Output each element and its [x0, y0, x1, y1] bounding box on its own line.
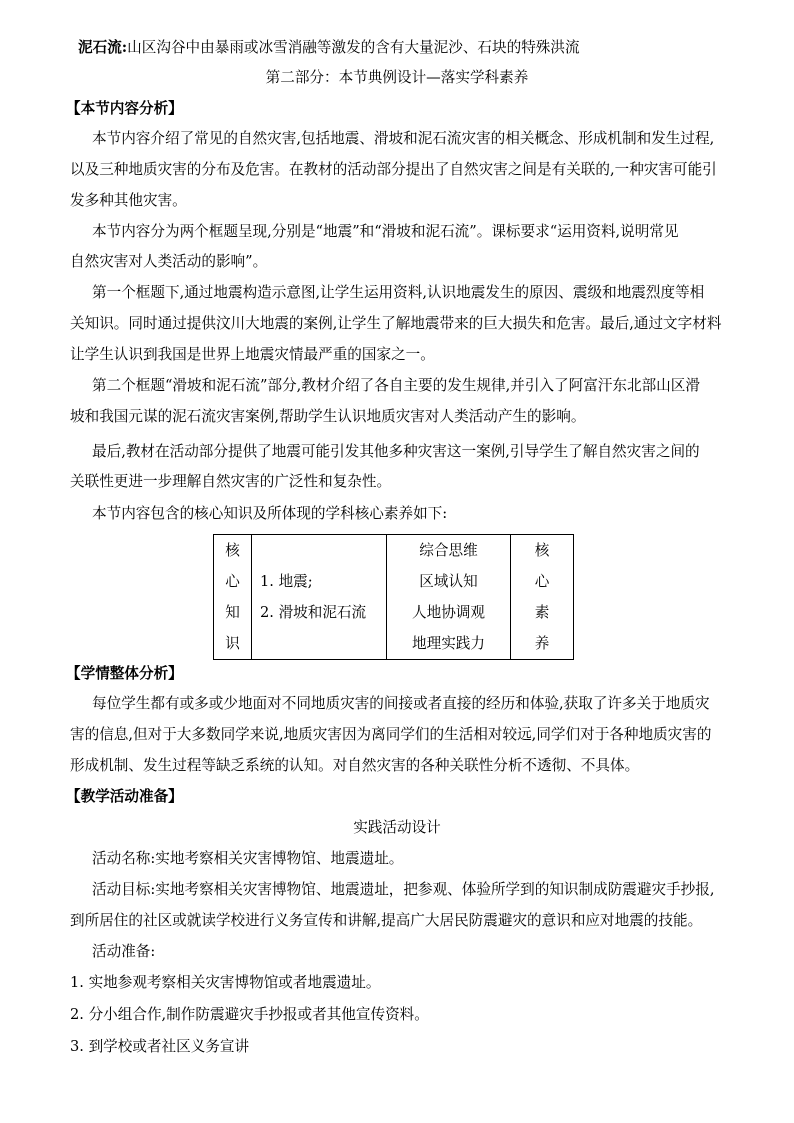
activity-goal-line: 到所居住的社区或就读学校进行义务宣传和讲解,提高广大居民防震避灾的意识和应对地震的技能。: [70, 912, 703, 929]
activity-goal-line: 活动目标:实地考察相关灾害博物馆、地震遗址，把参观、体验所学到的知识制成防震避灾手抄报,: [92, 881, 715, 898]
paragraph-line: 让学生认识到我国是世界上地震灾情最严重的国家之一。: [70, 346, 435, 363]
content-analysis-heading: 【本节内容分析】: [66, 100, 183, 117]
label-char: 核: [225, 542, 240, 559]
paragraph-line: 第二个框题“滑坡和泥石流”部分,教材介绍了各自主要的发生规律,并引入了阿富汗东北部山区滑: [92, 377, 700, 394]
paragraph-line: 自然灾害对人类活动的影响”。: [70, 253, 268, 270]
paragraph-line: 本节内容分为两个框题呈现,分别是“地震”和“滑坡和泥石流”。课标要求“运用资料,说明常见: [92, 223, 679, 240]
literacy-item: 地理实践力: [412, 635, 485, 652]
activity-prep-label: 活动准备:: [92, 943, 156, 960]
literacy-item: 综合思维: [419, 542, 478, 559]
paragraph-line: 每位学生都有或多或少地面对不同地质灾害的间接或者直接的经历和体验,获取了许多关于地质灾: [92, 695, 710, 712]
label-char: 知: [225, 604, 240, 621]
label-char: 心: [534, 573, 550, 590]
paragraph-line: 发多种其他灾害。: [70, 192, 187, 209]
knowledge-item: 1. 地震;: [260, 573, 313, 590]
prep-step: 3. 到学校或者社区义务宣讲: [70, 1038, 250, 1055]
term-definition: 山区沟谷中由暴雨或冰雪消融等激发的含有大量泥沙、石块的特殊洪流: [127, 39, 580, 56]
label-char: 养: [534, 635, 550, 652]
knowledge-label-cell: [214, 535, 252, 660]
activity-prep-heading: 【教学活动准备】: [66, 788, 183, 805]
label-char: 心: [225, 573, 240, 590]
activity-name: 活动名称:实地考察相关灾害博物馆、地震遗址。: [92, 850, 404, 867]
mudflow-definition: [78, 38, 768, 58]
paragraph-line: 关联性更进一步理解自然灾害的广泛性和复杂性。: [70, 473, 392, 490]
paragraph-line: 以及三种地质灾害的分布及危害。在教材的活动部分提出了自然灾害之间是有关联的,一种灾害可能引: [70, 161, 717, 178]
paragraph-line: 形成机制、发生过程等缺乏系统的认知。对自然灾害的各种关联性分析不透彻、不具体。: [70, 757, 640, 774]
literacy-label-cell: [511, 535, 574, 660]
core-knowledge-table: [213, 534, 574, 660]
label-char: 识: [225, 635, 240, 652]
knowledge-items-cell: [252, 535, 387, 660]
paragraph-line: 最后,教材在活动部分提供了地震可能引发其他多种灾害这一案例,引导学生了解自然灾害之间的: [92, 443, 700, 460]
prep-step: 2. 分小组合作,制作防震避灾手抄报或者其他宣传资料。: [70, 1006, 429, 1023]
paragraph-line: 害的信息,但对于大多数同学来说,地质灾害因为离同学们的生活相对较远,同学们对于各种地质灾害的: [70, 726, 712, 743]
paragraph-line: 坡和我国元谋的泥石流灾害案例,帮助学生认识地质灾害对人类活动产生的影响。: [70, 408, 586, 425]
design-title: 实践活动设计: [353, 819, 441, 836]
term-label: 泥石流:: [78, 39, 128, 56]
student-analysis-heading: 【学情整体分析】: [66, 665, 183, 682]
prep-step: 1. 实地参观考察相关灾害博物馆或者地震遗址。: [70, 974, 381, 991]
literacy-item: 区域认知: [419, 573, 478, 590]
paragraph-line: 关知识。同时通过提供汶川大地震的案例,让学生了解地震带来的巨大损失和危害。最后,通过文字材料: [70, 315, 722, 332]
label-char: 核: [534, 542, 550, 559]
literacy-items-cell: [387, 535, 511, 660]
literacy-item: 人地协调观: [412, 604, 485, 621]
knowledge-item: 2. 滑坡和泥石流: [260, 604, 367, 621]
part-title: 第二部分：本节典例设计—落实学科素养: [265, 69, 529, 86]
paragraph-line: 第一个框题下,通过地震构造示意图,让学生运用资料,认识地震发生的原因、震级和地震烈度等相: [92, 284, 705, 301]
paragraph-line: 本节内容介绍了常见的自然灾害,包括地震、滑坡和泥石流灾害的相关概念、形成机制和发生过程,: [92, 130, 715, 147]
label-char: 素: [534, 604, 550, 621]
paragraph-line: 本节内容包含的核心知识及所体现的学科核心素养如下:: [92, 505, 448, 522]
